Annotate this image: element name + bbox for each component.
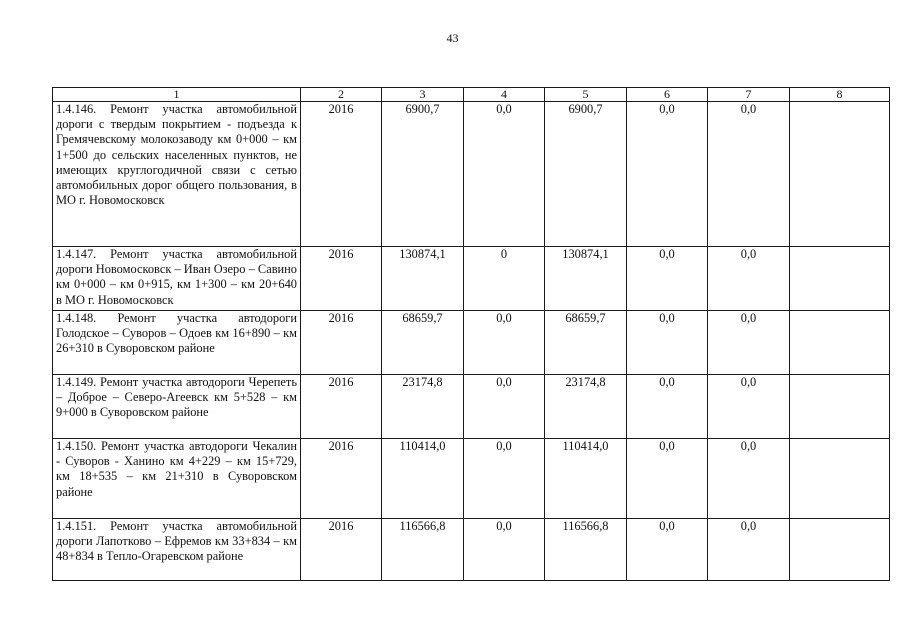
row-year: 2016	[301, 311, 382, 375]
row-col3: 110414,0	[382, 439, 464, 519]
row-col6: 0,0	[627, 439, 708, 519]
header-col-8: 8	[790, 88, 890, 102]
row-col3: 68659,7	[382, 311, 464, 375]
row-year: 2016	[301, 102, 382, 247]
row-col6: 0,0	[627, 247, 708, 311]
row-col6: 0,0	[627, 375, 708, 439]
program-table	[52, 87, 890, 581]
table-row	[53, 375, 890, 439]
table-row	[53, 519, 890, 581]
row-col4: 0	[464, 247, 545, 311]
header-col-7: 7	[708, 88, 790, 102]
table-row	[53, 311, 890, 375]
row-col6: 0,0	[627, 102, 708, 247]
row-col6: 0,0	[627, 519, 708, 581]
row-col8	[790, 102, 890, 247]
row-col4: 0,0	[464, 102, 545, 247]
header-col-1: 1	[53, 88, 301, 102]
row-col8	[790, 439, 890, 519]
row-col8	[790, 311, 890, 375]
table-row	[53, 439, 890, 519]
row-col7: 0,0	[708, 102, 790, 247]
row-col7: 0,0	[708, 519, 790, 581]
row-description: 1.4.151. Ремонт участка автомобильной дороги Лапотково – Ефремов км 33+834 – км 48+834 в Тепло-Огаревском районе	[53, 519, 301, 581]
row-col3: 23174,8	[382, 375, 464, 439]
row-col4: 0,0	[464, 519, 545, 581]
row-col4: 0,0	[464, 439, 545, 519]
row-col5: 116566,8	[545, 519, 627, 581]
row-col6: 0,0	[627, 311, 708, 375]
header-col-4: 4	[464, 88, 545, 102]
row-col4: 0,0	[464, 311, 545, 375]
table-header-row	[53, 88, 890, 102]
table-row	[53, 102, 890, 247]
row-year: 2016	[301, 247, 382, 311]
row-col7: 0,0	[708, 375, 790, 439]
row-col5: 6900,7	[545, 102, 627, 247]
row-description: 1.4.147. Ремонт участка автомобильной дороги Новомосковск – Иван Озеро – Савино км 0+000 – км 0+915, км 1+300 – км 20+640 в МО г. Новомосковск	[53, 247, 301, 311]
row-col4: 0,0	[464, 375, 545, 439]
page-number: 43	[446, 31, 459, 45]
row-col8	[790, 519, 890, 581]
row-col7: 0,0	[708, 439, 790, 519]
row-col8	[790, 247, 890, 311]
row-description: 1.4.148. Ремонт участка автодороги Голодское – Суворов – Одоев км 16+890 – км 26+310 в Суворовском районе	[53, 311, 301, 375]
header-col-6: 6	[627, 88, 708, 102]
row-col5: 68659,7	[545, 311, 627, 375]
header-col-5: 5	[545, 88, 627, 102]
row-col7: 0,0	[708, 311, 790, 375]
row-year: 2016	[301, 375, 382, 439]
row-col8	[790, 375, 890, 439]
header-col-3: 3	[382, 88, 464, 102]
row-description: 1.4.150. Ремонт участка автодороги Чекалин - Суворов - Ханино км 4+229 – км 15+729, км 18+535 – км 21+310 в Суворовском районе	[53, 439, 301, 519]
row-col5: 110414,0	[545, 439, 627, 519]
table-row	[53, 247, 890, 311]
row-col5: 23174,8	[545, 375, 627, 439]
row-col3: 130874,1	[382, 247, 464, 311]
row-col3: 116566,8	[382, 519, 464, 581]
row-col3: 6900,7	[382, 102, 464, 247]
row-col5: 130874,1	[545, 247, 627, 311]
row-year: 2016	[301, 519, 382, 581]
row-description: 1.4.146. Ремонт участка автомобильной дороги с твердым покрытием - подъезда к Гремячевскому молокозаводу км 0+000 – км 1+500 до сельских населенных пунктов, не имеющих круглогодичной связи с сетью автомобильных дорог общего пользования, в МО г. Новомосковск	[53, 102, 301, 247]
row-col7: 0,0	[708, 247, 790, 311]
header-col-2: 2	[301, 88, 382, 102]
row-year: 2016	[301, 439, 382, 519]
row-description: 1.4.149. Ремонт участка автодороги Черепеть – Доброе – Северо-Агеевск км 5+528 – км 9+000 в Суворовском районе	[53, 375, 301, 439]
